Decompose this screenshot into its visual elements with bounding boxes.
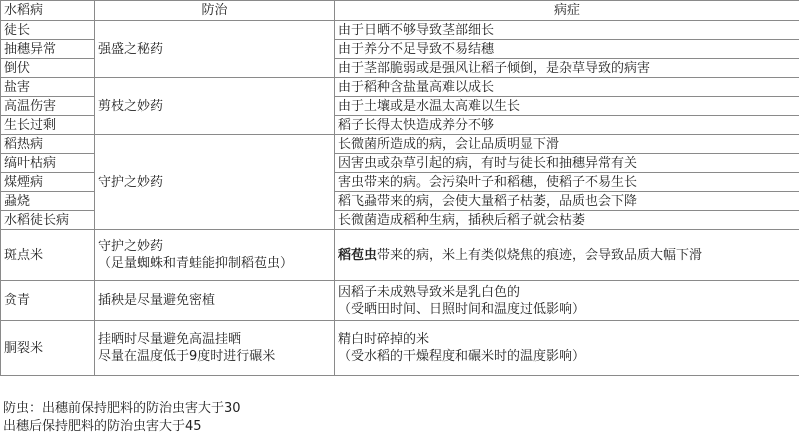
- symptom-cell: 稻飞蝨带来的病，会使大量稻子枯萎，品质也会下降: [335, 192, 799, 211]
- disease-cell: 胴裂米: [1, 321, 95, 376]
- prevention-text: 挂晒时尽量避免高温挂晒: [98, 332, 242, 347]
- symptom-cell: 长微菌所造成的病，会让品质明显下滑: [335, 135, 799, 154]
- disease-cell: 斑点米: [1, 230, 95, 281]
- prevention-text: 强盛之秘药: [98, 41, 164, 57]
- symptom-cell: 稻子长得太快造成养分不够: [335, 116, 799, 135]
- disease-cell: 倒伏: [1, 59, 95, 78]
- symptom-cell: [335, 230, 799, 281]
- note-line: 防虫：出穗前保持肥料的防治虫害大于30: [3, 401, 241, 416]
- disease-cell: 贪青: [1, 281, 95, 321]
- prevention-note: （足量蜘蛛和青蛙能抑制稻苞虫）: [98, 256, 294, 271]
- table-row: [1, 21, 799, 40]
- symptom-cell: 害虫带来的病。会污染叶子和稻穗，使稻子不易生长: [335, 173, 799, 192]
- header-symptom: 病症: [335, 1, 799, 21]
- symptom-note: （受晒田时间、日照时间和温度过低影响）: [338, 301, 586, 317]
- disease-cell: 徒长: [1, 21, 95, 40]
- symptom-cell: 由于日晒不够导致茎部细长: [335, 21, 799, 40]
- symptom-text: 带来的病，米上有类似烧焦的痕迹，会导致品质大幅下滑: [377, 247, 703, 263]
- prevention-cell: [95, 78, 335, 135]
- prevention-text: 守护之妙药: [98, 239, 164, 254]
- symptom-cell: 因害虫或杂草引起的病，有时与徒长和抽穗异常有关: [335, 154, 799, 173]
- symptom-cell: 由于茎部脆弱或是强风让稻子倾倒，是杂草导致的病害: [335, 59, 799, 78]
- table-row: [1, 78, 799, 97]
- table-row: [1, 230, 799, 281]
- prevention-cell: [95, 135, 335, 230]
- disease-cell: 水稻徒长病: [1, 211, 95, 230]
- prevention-text: 剪枝之妙药: [98, 98, 164, 114]
- header-prevention: 防治: [95, 1, 335, 21]
- pest-name: 稻苞虫: [338, 247, 378, 263]
- table-row: [1, 281, 799, 321]
- note-line: 出穗后保持肥料的防治虫害大于45: [3, 419, 202, 434]
- symptom-cell: 由于稻种含盐量高难以成长: [335, 78, 799, 97]
- disease-cell: 蝨烧: [1, 192, 95, 211]
- table-row: [1, 321, 799, 376]
- prevention-cell: [95, 321, 335, 376]
- pest-notes: [3, 400, 241, 436]
- symptom-cell: 由于土壤或是水温太高难以生长: [335, 97, 799, 116]
- symptom-text: 因稻子未成熟导致米是乳白色的: [338, 284, 521, 300]
- header-row: [1, 1, 799, 21]
- prevention-cell: [95, 21, 335, 78]
- disease-cell: 盐害: [1, 78, 95, 97]
- disease-cell: 缟叶枯病: [1, 154, 95, 173]
- prevention-cell: [95, 281, 335, 321]
- symptom-cell: 长微菌造成稻种生病，插秧后稻子就会枯萎: [335, 211, 799, 230]
- prevention-text: 插秧是尽量避免密植: [98, 293, 216, 308]
- symptom-cell: 由于养分不足导致不易结穗: [335, 40, 799, 59]
- header-disease: 水稻病: [1, 1, 95, 21]
- table-row: [1, 135, 799, 154]
- prevention-text: 尽量在温度低于9度时进行碾米: [98, 349, 276, 364]
- symptom-cell: [335, 321, 799, 376]
- prevention-text: 守护之妙药: [98, 174, 164, 190]
- symptom-cell: [335, 281, 799, 321]
- prevention-cell: [95, 230, 335, 281]
- disease-cell: 煤煙病: [1, 173, 95, 192]
- disease-cell: 生长过剩: [1, 116, 95, 135]
- symptom-note: （受水稻的干燥程度和碾米时的温度影响）: [338, 349, 586, 364]
- disease-cell: 抽穗异常: [1, 40, 95, 59]
- disease-cell: 高温伤害: [1, 97, 95, 116]
- disease-cell: 稻热病: [1, 135, 95, 154]
- symptom-text: 精白时碎掉的米: [338, 332, 430, 347]
